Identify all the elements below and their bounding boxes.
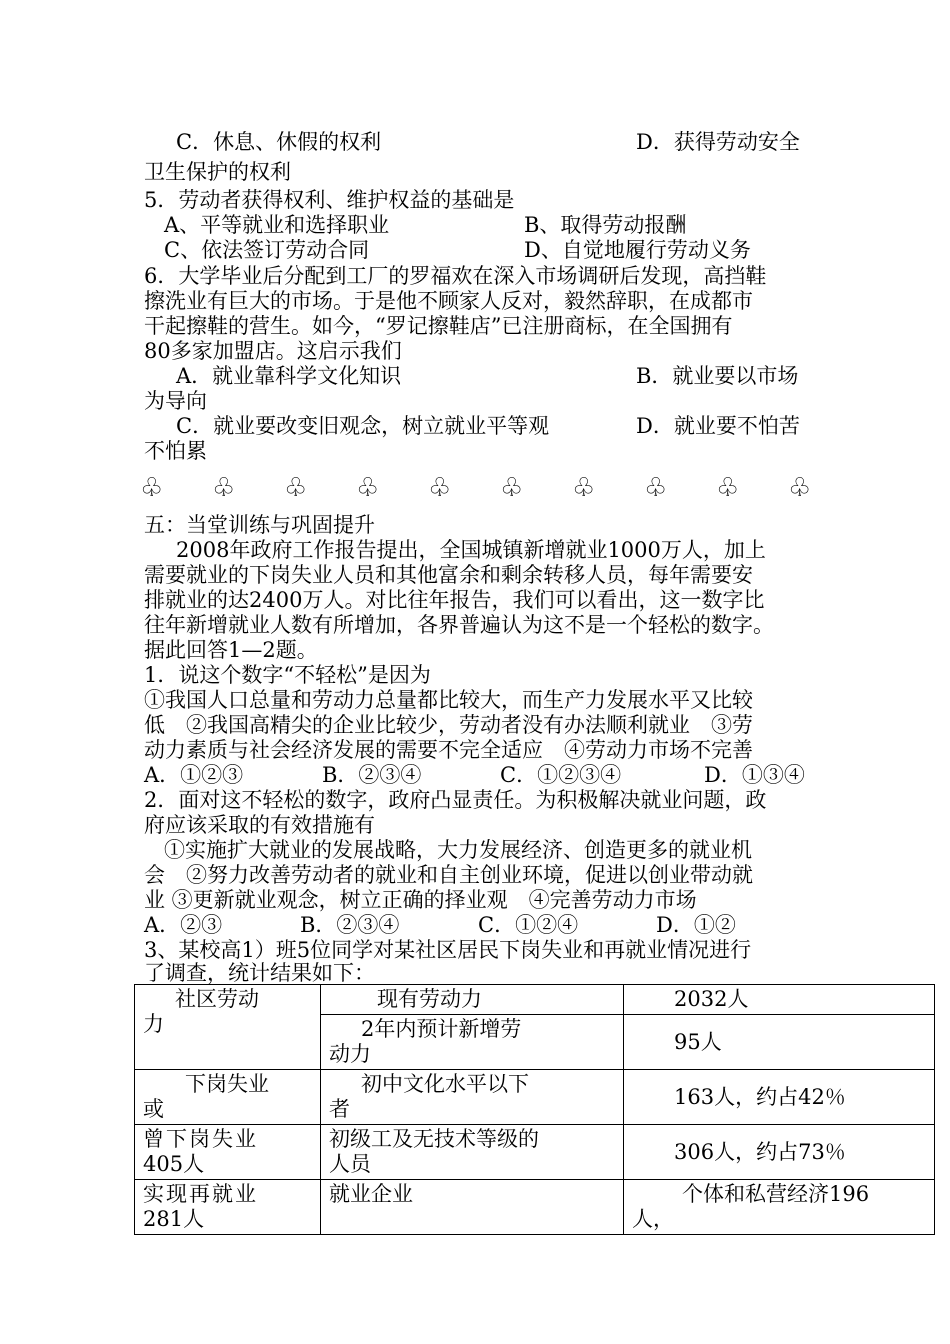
intro-line: 往年新增就业人数有所增加，各界普遍认为这不是一个轻松的数字。 (144, 613, 774, 637)
table-row (135, 1070, 935, 1125)
cell-text: 社区劳动 (175, 987, 259, 1011)
cell-text: 人员 (329, 1152, 371, 1176)
q6-option-c: C．就业要改变旧观念，树立就业平等观 (176, 414, 550, 438)
cell-text: 人， (632, 1207, 674, 1231)
cell-text: 2年内预计新增劳 (361, 1017, 522, 1041)
cell-text: 281人 (143, 1207, 205, 1231)
q6-option-a: A．就业靠科学文化知识 (176, 364, 402, 388)
q5-option-c: C、依法签订劳动合同 (164, 238, 370, 262)
decorative-divider (140, 474, 840, 504)
q6-option-d: D．就业要不怕苦 (636, 414, 800, 438)
table-cell (135, 1180, 321, 1235)
q2-stem-line: 府应该采取的有效措施有 (144, 813, 375, 837)
q6-stem-line: 6．大学毕业后分配到工厂的罗福欢在深入市场调研后发现，高挡鞋 (144, 264, 767, 288)
ornament-icon: ♧ (716, 473, 740, 503)
q2-option-a: A．②③ (144, 913, 223, 937)
table-cell (321, 1015, 624, 1070)
cell-text: 者 (329, 1097, 350, 1121)
q1-option-d: D．①③④ (704, 763, 805, 787)
ornament-icon: ♧ (572, 473, 596, 503)
cell-text: 力 (143, 1012, 164, 1036)
q5-option-d: D、自觉地履行劳动义务 (524, 238, 751, 262)
ornament-icon: ♧ (212, 473, 236, 503)
q2-option-c: C．①②④ (478, 913, 579, 937)
q5-stem: 5．劳动者获得权利、维护权益的基础是 (144, 188, 515, 212)
option-d-continued: 卫生保护的权利 (144, 160, 291, 184)
q6-stem-line: 干起擦鞋的营生。如今，“罗记擦鞋店”已注册商标，在全国拥有 (144, 314, 733, 338)
cell-text: 或 (143, 1097, 164, 1121)
table-cell: 2032人 (624, 985, 935, 1015)
cell-text: 曾下岗失业 (143, 1127, 258, 1151)
intro-line: 2008年政府工作报告提出，全国城镇新增就业1000万人，加上 (176, 538, 766, 562)
q2-option-d: D．①② (656, 913, 736, 937)
q1-body-line: 动力素质与社会经济发展的需要不完全适应 ④劳动力市场不完善 (144, 738, 753, 762)
q1-body-line: ①我国人口总量和劳动力总量都比较大，而生产力发展水平又比较 (144, 688, 753, 712)
q6-option-b: B．就业要以市场 (636, 364, 799, 388)
table-row (135, 1125, 935, 1180)
table-cell: 95人 (624, 1015, 935, 1070)
table-cell (135, 985, 321, 1070)
intro-line: 需要就业的下岗失业人员和其他富余和剩余转移人员，每年需要安 (144, 563, 753, 587)
option-d: D．获得劳动安全 (636, 130, 800, 154)
table-cell (321, 1070, 624, 1125)
ornament-icon: ♧ (644, 473, 668, 503)
table-cell (321, 1125, 624, 1180)
cell-text: 初级工及无技术等级的 (329, 1127, 539, 1151)
q2-body-line: 业 ③更新就业观念，树立正确的择业观 ④完善劳动力市场 (144, 888, 697, 912)
cell-text: 405人 (143, 1152, 205, 1176)
q6-option-d-continued: 不怕累 (144, 439, 207, 463)
table-cell (135, 1125, 321, 1180)
q1-option-c: C．①②③④ (500, 763, 622, 787)
ornament-icon: ♧ (788, 473, 812, 503)
q6-option-b-continued: 为导向 (144, 389, 207, 413)
q1-option-a: A．①②③ (144, 763, 244, 787)
ornament-icon: ♧ (500, 473, 524, 503)
q3-stem-line: 了调查，统计结果如下： (144, 961, 375, 985)
ornament-icon: ♧ (140, 473, 164, 503)
table-cell: 现有劳动力 (321, 985, 624, 1015)
q1-option-b: B．②③④ (322, 763, 422, 787)
section-title: 五：当堂训练与巩固提升 (144, 513, 375, 537)
table-row (135, 985, 935, 1015)
q2-body-line: 会 ②努力改善劳动者的就业和自主创业环境，促进以创业带动就 (144, 863, 753, 887)
ornament-icon: ♧ (284, 473, 308, 503)
q1-body-line: 低 ②我国高精尖的企业比较少，劳动者没有办法顺利就业 ③劳 (144, 713, 753, 737)
cell-text: 初中文化水平以下 (361, 1072, 529, 1096)
intro-line: 排就业的达2400万人。对比往年报告，我们可以看出，这一数字比 (144, 588, 765, 612)
q6-stem-line: 80多家加盟店。这启示我们 (144, 339, 402, 363)
intro-line: 据此回答1—2题。 (144, 638, 318, 662)
cell-text: 实现再就业 (143, 1182, 258, 1206)
ornament-icon: ♧ (356, 473, 380, 503)
table-row (135, 1180, 935, 1235)
q1-stem: 1．说这个数字“不轻松”是因为 (144, 663, 431, 687)
cell-text: 下岗失业 (185, 1072, 269, 1096)
q5-option-a: A、平等就业和选择职业 (164, 213, 390, 237)
q3-stem-line: 3、某校高1）班5位同学对某社区居民下岗失业和再就业情况进行 (144, 938, 752, 962)
option-c: C．休息、休假的权利 (176, 130, 382, 154)
q2-option-b: B．②③④ (300, 913, 400, 937)
table-cell: 163人，约占42％ (624, 1070, 935, 1125)
table-cell (624, 1180, 935, 1235)
q2-stem-line: 2．面对这不轻松的数字，政府凸显责任。为积极解决就业问题，政 (144, 788, 767, 812)
q5-option-b: B、取得劳动报酬 (524, 213, 687, 237)
table-cell: 306人，约占73％ (624, 1125, 935, 1180)
ornament-icon: ♧ (428, 473, 452, 503)
q2-body-line: ①实施扩大就业的发展战略，大力发展经济、创造更多的就业机 (164, 838, 752, 862)
survey-table (134, 984, 935, 1235)
table-cell (135, 1070, 321, 1125)
cell-text: 个体和私营经济196 (682, 1182, 870, 1206)
table-cell: 就业企业 (321, 1180, 624, 1235)
q6-stem-line: 擦洗业有巨大的市场。于是他不顾家人反对，毅然辞职，在成都市 (144, 289, 753, 313)
cell-text: 动力 (329, 1042, 371, 1066)
